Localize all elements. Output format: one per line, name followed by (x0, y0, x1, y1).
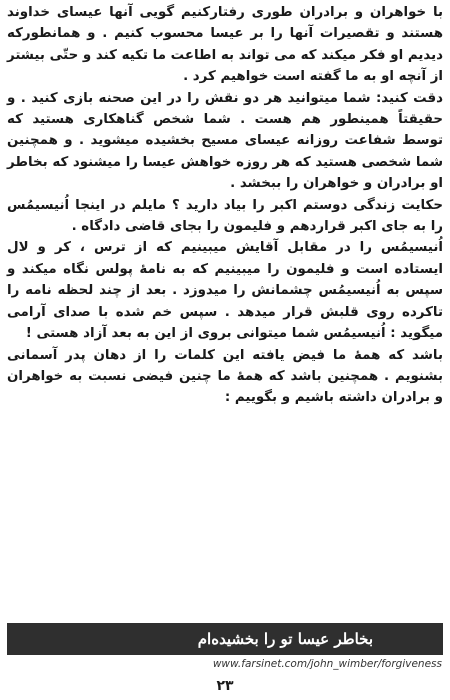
paragraph-4: اُنیسیمُس را در مقابل آقایش میبینیم که از ترس ، کر و لال ایستاده است و فلیمون را میبینیم که به نامهٔ پولس نگاه میکند و سپس به اُنیسیمُس چشمانش را میدوزد . بعد از چند لحظه نامه را تاکرده روی قلبش قرار میدهد . سپس خم شده با صدای آرامی میگوید : اُنیسیمُس شما میتوانی بروی از این به بعد آزاد هستی ! (7, 240, 443, 342)
page-number: ۲۳ (216, 678, 234, 694)
footer-title-band (7, 623, 443, 655)
paragraph-1: با خواهران و برادران طوری رفتارکنیم گویی آنها عیسای خداوند هستند و تقصیرات آنها را بر عیسا محسوب کنیم . و همانطورکه دیدیم او فکر میکند که می تواند به اطاعت ما تکیه کند و حتّی بیشتر از آنچه او به ما گفته است خواهیم کرد . (7, 5, 443, 85)
body-text (7, 2, 443, 409)
footer-title: بخاطر عیسا تو را بخشیده‌ام (197, 630, 373, 648)
paragraph-3: حکایت زندگی دوستم اکبر را بیاد دارید ؟ مایلم در اینجا اُنیسیمُس را به جای اکبر قراردهم و فلیمون را بجای قاضی دادگاه . (7, 197, 443, 235)
paragraph-5: باشد که همهٔ ما فیض یافته این کلمات را از دهان پدر آسمانی بشنویم . همچنین باشد که همهٔ ما چنین فیضی نسبت به خواهران و برادران داشته باشیم و بگوییم : (7, 347, 443, 406)
paragraph-2: دقت کنید: شما میتوانید هر دو نقش را در این صحنه بازی کنید . و حقیقتاً همینطور هم هست . شما شخص گناهکاری هستید که توسط شفاعت روزانه عیسای مسیح بخشیده میشوید . و همچنین شما شخصی هستید که هر روزه خواهش عیسا را میشنود که بخاطر او برادران و خواهران را ببخشد . (7, 90, 443, 192)
footer-url: www.farsinet.com/john_wimber/forgiveness (212, 658, 442, 670)
